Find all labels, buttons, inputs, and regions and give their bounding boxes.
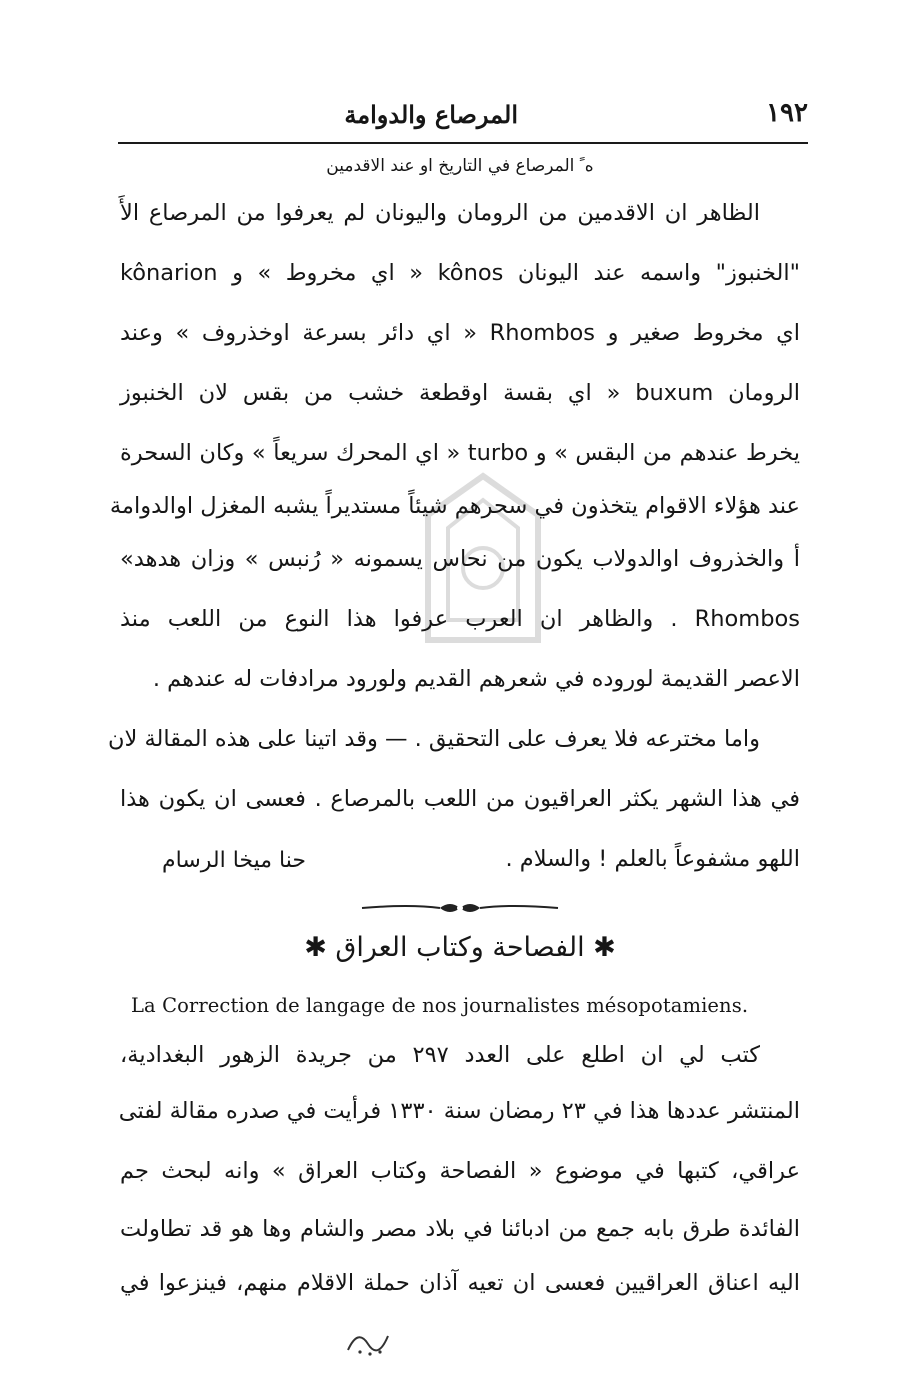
text-line: كتب لي ان اطلع على العدد ٢٩٧ من جريدة الزهور البغدادية، (120, 1042, 760, 1068)
text-line: عند هؤلاء الاقوام يتخذون في سحرهم شيئاً مستديراً يشبه المغزل اوالدوامة (109, 493, 800, 519)
signature-mark-icon (340, 1322, 400, 1362)
header-rule (118, 142, 808, 144)
text-line: واما مخترعه فلا يعرف على التحقيق . — وقد اتينا على هذه المقالة لان (107, 726, 760, 752)
text-line: اي مخروط صغير و Rhombos « اي دائر بسرعة اوخذروف » وعند (120, 320, 800, 346)
section-title (160, 932, 760, 963)
author-signature: حنا ميخا الرسام (162, 848, 306, 873)
text-line: المنتشر عددها هذا في ٢٣ رمضان سنة ١٣٣٠ فرأيت في صدره مقالة لفتى (118, 1098, 800, 1124)
text-line: الظاهر ان الاقدمين من الرومان واليونان لم يعرفوا من المرصاع الأَ (120, 200, 760, 226)
section-title-text: الفصاحة وكتاب العراق (335, 932, 585, 963)
text-line: الاعصر القديمة لوروده في شعرهم القديم ولورود مرادفات له عندهم . (152, 666, 800, 692)
running-title: المرصاع والدوامة (344, 100, 518, 129)
text-line: يخرط عندهم من البقس » و turbo « اي المحرك سريعاً » وكان السحرة (120, 440, 800, 466)
text-line: الرومان buxum « اي بقسة اوقطعة خشب من بقس لان الخنبوز (120, 380, 800, 406)
text-line: أ والخذروف اوالدولاب يكون من نحاس يسمونه « رُنبس » وزان هدهد» (120, 546, 800, 572)
page-header (118, 98, 808, 138)
section-divider-ornament (360, 896, 560, 920)
page-number: ١٩٢ (766, 98, 808, 128)
text-line: "الخنبوز" واسمه عند اليونان kônos « اي مخروط » و kônarion (120, 260, 800, 286)
section-subheading: ه ً المرصاع في التاريخ او عند الاقدمين (326, 156, 594, 176)
text-line: في هذا الشهر يكثر العراقيون من اللعب بالمرصاع . فعسى ان يكون هذا (120, 786, 800, 812)
star-ornament-icon: ✱ (304, 932, 336, 963)
french-subtitle: La Correction de langage de nos journalistes mésopotamiens. (131, 994, 749, 1017)
text-line: اليه اعناق العراقيين فعسى ان تعيه آذان حملة الاقلام منهم، فينزعوا في (120, 1270, 800, 1296)
text-line: اللهو مشفوعاً بالعلم ! والسلام . (505, 846, 800, 872)
text-line: Rhombos . والظاهر ان العرب عرفوا هذا النوع من اللعب منذ (120, 606, 800, 632)
text-line: عراقي، كتبها في موضوع « الفصاحة وكتاب العراق » وانه لبحث جم (120, 1158, 800, 1184)
text-line: الفائدة طرق بابه جمع من ادبائنا في بلاد مصر والشام وها هو قد تطاولت (120, 1216, 800, 1242)
star-ornament-icon: ✱ (584, 932, 616, 963)
